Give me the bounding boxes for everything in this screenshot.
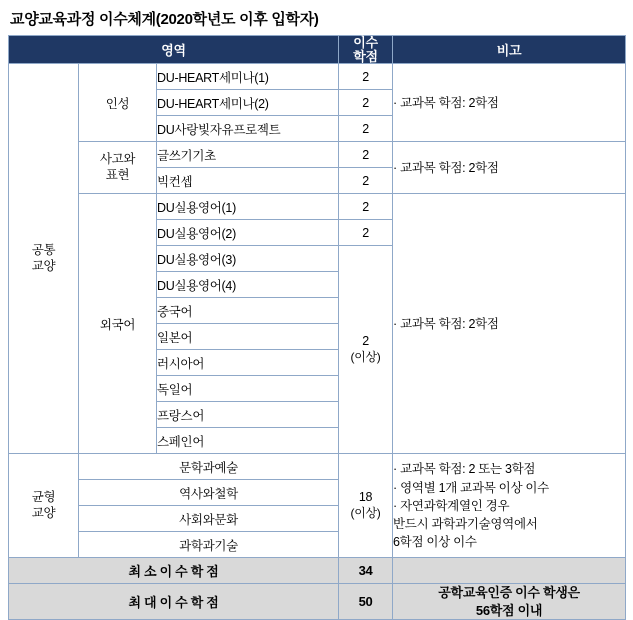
course-name: 프랑스어 — [157, 402, 339, 428]
note-cell-insung: · 교과목 학점: 2학점 — [393, 64, 626, 142]
note-cell-foreign-language: · 교과목 학점: 2학점 — [393, 194, 626, 454]
note-list — [393, 460, 625, 551]
max-credits-value: 50 — [339, 584, 393, 620]
page-title: 교양교육과정 이수체계(2020학년도 이후 입학자) — [10, 11, 319, 28]
area-cell-common: 공통 교양 — [9, 64, 79, 454]
course-name: DU실용영어(2) — [157, 220, 339, 246]
table-row — [9, 142, 626, 168]
table-header — [9, 36, 626, 64]
note-cell-sagowa-pyohyeon: · 교과목 학점: 2학점 — [393, 142, 626, 194]
table-row — [9, 64, 626, 90]
course-name: 글쓰기기초 — [157, 142, 339, 168]
course-name: 러시아어 — [157, 350, 339, 376]
table-row — [9, 454, 626, 480]
credit-main: 2 — [362, 334, 369, 349]
min-credits-label: 최 소 이 수 학 점 — [9, 558, 339, 584]
note-item: · 교과목 학점: 2 또는 3학점 — [393, 462, 536, 477]
curriculum-table — [8, 35, 626, 620]
column-header-area: 영역 — [9, 36, 339, 64]
min-credits-value: 34 — [339, 558, 393, 584]
course-name: 빅컨셉 — [157, 168, 339, 194]
note-item: · 영역별 1개 교과목 이상 이수 — [393, 480, 549, 495]
subgroup-cell-sagowa-pyohyeon: 사고와 표현 — [79, 142, 157, 194]
course-name: DU실용영어(3) — [157, 246, 339, 272]
course-credit: 2 — [339, 64, 393, 90]
course-name: DU실용영어(4) — [157, 272, 339, 298]
max-credits-label: 최 대 이 수 학 점 — [9, 584, 339, 620]
course-name: 과학과기술 — [79, 532, 339, 558]
table-body — [9, 64, 626, 620]
course-credit: 2 — [339, 168, 393, 194]
max-credits-note-line2: 56학점 이내 — [475, 602, 543, 618]
course-credit: 2 — [339, 194, 393, 220]
table-row — [9, 194, 626, 220]
course-name: DU-HEART세미나(2) — [157, 90, 339, 116]
column-header-credit: 이수 학점 — [339, 36, 393, 64]
credit-cell-balanced — [339, 454, 393, 558]
course-name: 문학과예술 — [79, 454, 339, 480]
max-credits-note-line1: 공학교육인증 이수 학생은 — [438, 585, 580, 601]
course-credit: 2 — [339, 90, 393, 116]
table-row-max-credits — [9, 584, 626, 620]
course-name: 스페인어 — [157, 428, 339, 454]
course-name: 역사와철학 — [79, 480, 339, 506]
note-item: 6학점 이상 이수 — [393, 534, 477, 549]
credit-main: 18 — [358, 490, 373, 505]
subgroup-cell-foreign-language: 외국어 — [79, 194, 157, 454]
course-name: DU사랑빛자유프로젝트 — [157, 116, 339, 142]
course-credit: 2 — [339, 220, 393, 246]
table-header-row — [9, 36, 626, 64]
note-cell-balanced — [393, 454, 626, 558]
column-header-note: 비고 — [393, 36, 626, 64]
credit-cell-foreign-language — [339, 246, 393, 454]
course-credit: 2 — [339, 116, 393, 142]
credit-sub: (이상) — [350, 350, 381, 365]
course-name: 독일어 — [157, 376, 339, 402]
table-row-min-credits — [9, 558, 626, 584]
course-name: DU실용영어(1) — [157, 194, 339, 220]
credit-sub: (이상) — [350, 506, 381, 521]
area-cell-balanced: 균형 교양 — [9, 454, 79, 558]
course-name: 사회와문화 — [79, 506, 339, 532]
note-item: · 자연과학계열인 경우 — [393, 498, 510, 513]
note-item: 반드시 과학과기술영역에서 — [393, 516, 538, 531]
min-credits-note — [393, 558, 626, 584]
course-name: 일본어 — [157, 324, 339, 350]
course-credit: 2 — [339, 142, 393, 168]
max-credits-note — [393, 584, 626, 620]
subgroup-cell-insung: 인성 — [79, 64, 157, 142]
course-name: DU-HEART세미나(1) — [157, 64, 339, 90]
course-name: 중국어 — [157, 298, 339, 324]
